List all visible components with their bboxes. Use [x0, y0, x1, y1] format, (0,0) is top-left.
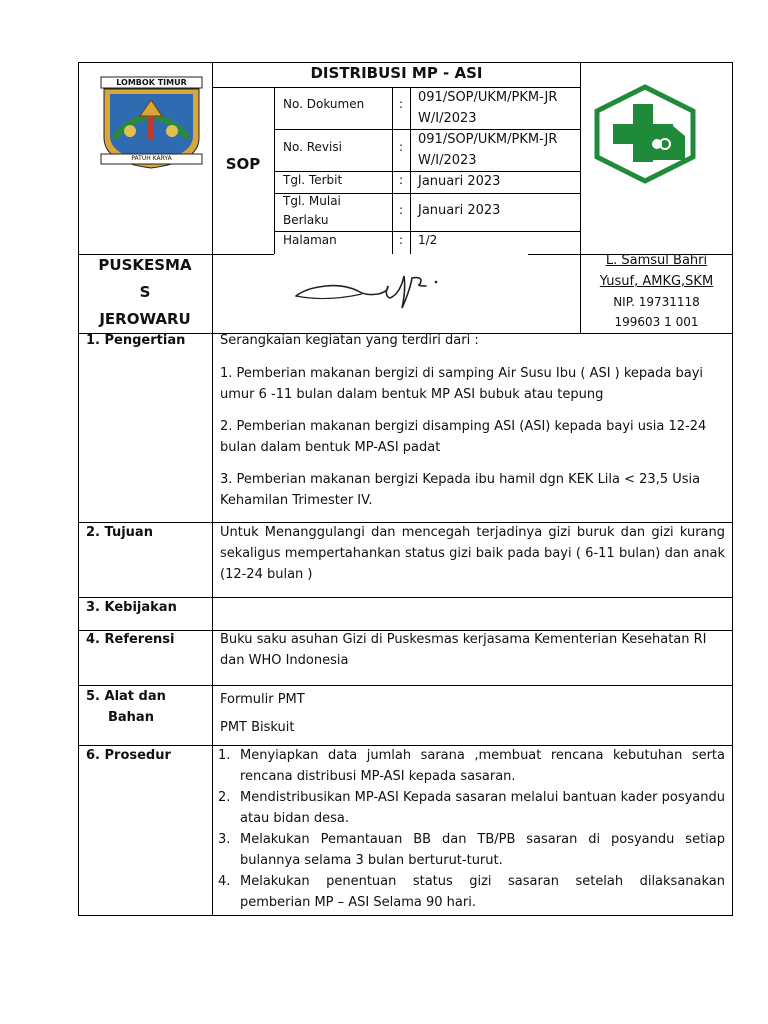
- field-label-no-revisi: No. Revisi: [283, 140, 342, 154]
- alat-label-line: Bahan: [108, 710, 154, 725]
- prosedur-item: [218, 829, 725, 871]
- institution-line: PUSKESMA: [98, 256, 192, 274]
- prosedur-num: 1.: [218, 748, 231, 763]
- nip-line: NIP. 19731118: [613, 295, 700, 309]
- prosedur-item: [218, 871, 725, 913]
- field-value-no-dokumen: 091/SOP/UKM/PKM-JRW/I/2023: [418, 90, 558, 126]
- signer-name-line: Yusuf, AMKG,SKM: [599, 274, 714, 289]
- prosedur-item: [218, 787, 725, 829]
- pengertian-item-3: 3. Pemberian makanan bergizi Kepada ibu hamil dgn KEK Lila < 23,5 Usia Kehamilan Trimester IV.: [220, 472, 701, 508]
- prosedur-num: 2.: [218, 790, 231, 805]
- field-value-no-revisi: 091/SOP/UKM/PKM-JRW/I/2023: [418, 132, 558, 168]
- signer-name: [580, 250, 733, 292]
- institution-name: [78, 252, 212, 333]
- field-colon: :: [399, 140, 404, 154]
- pengertian-item-1: 1. Pemberian makanan bergizi di samping Air Susu Ibu ( ASI ) kepada bayi umur 6 -11 bulan dalam bentuk MP ASI bubuk atau tepung: [220, 366, 704, 402]
- puskesmas-logo: [593, 84, 697, 184]
- prosedur-text: Melakukan penentuan status gizi sasaran setelah dilaksanakan pemberian MP – ASI Selama 90 hari.: [240, 874, 725, 910]
- field-label-tgl-terbit: Tgl. Terbit: [283, 173, 343, 187]
- field-label-tgl-mulai: Tgl. Mulai Berlaku: [283, 194, 341, 227]
- field-colon: :: [399, 97, 404, 111]
- section-label-pengertian: 1. Pengertian: [86, 333, 186, 348]
- institution-line: JEROWARU: [99, 310, 191, 328]
- field-colon: :: [399, 203, 404, 217]
- prosedur-text: Menyiapkan data jumlah sarana ,membuat rencana kebutuhan serta rencana distribusi MP-ASI kepada sasaran.: [240, 748, 725, 784]
- alat-item-2: PMT Biskuit: [220, 720, 295, 735]
- emblem-top-text: LOMBOK TIMUR: [116, 78, 187, 87]
- tujuan-text: Untuk Menanggulangi dan mencegah terjadinya gizi buruk dan gizi kurang sekaligus mempertahankan status gizi baik pada bayi ( 6-11 bulan) dan anak (12-24 bulan ): [220, 525, 725, 582]
- document-title: DISTRIBUSI MP - ASI: [310, 64, 483, 82]
- nip-line: 199603 1 001: [614, 315, 699, 329]
- prosedur-item: [218, 745, 725, 787]
- section-label-alat: [86, 686, 166, 728]
- field-colon: :: [399, 173, 404, 187]
- prosedur-num: 3.: [218, 832, 231, 847]
- alat-item-1: Formulir PMT: [220, 692, 305, 707]
- signer-nip: [580, 292, 733, 332]
- referensi-text: Buku saku asuhan Gizi di Puskesmas kerjasama Kementerian Kesehatan RI dan WHO Indonesia: [220, 632, 707, 668]
- sop-label: SOP: [225, 155, 261, 173]
- lombok-timur-emblem: [100, 76, 203, 170]
- emblem-bottom-text: PATUH KARYA: [131, 155, 172, 162]
- prosedur-text: Melakukan Pemantauan BB dan TB/PB sasaran di posyandu setiap bulannya selama 3 bulan berturut-turut.: [240, 832, 725, 868]
- pengertian-intro: Serangkaian kegiatan yang terdiri dari :: [220, 333, 479, 348]
- alat-label-line: 5. Alat dan: [86, 689, 166, 704]
- field-label-halaman: Halaman: [283, 233, 337, 247]
- field-value-tgl-mulai: Januari 2023: [418, 203, 501, 218]
- institution-line: S: [139, 283, 151, 301]
- pengertian-item-2: 2. Pemberian makanan bergizi disamping ASI (ASI) kepada bayi usia 12-24 bulan dalam bentuk MP-ASI padat: [220, 419, 707, 455]
- section-label-kebijakan: 3. Kebijakan: [86, 600, 177, 615]
- field-value-tgl-terbit: Januari 2023: [418, 174, 501, 189]
- prosedur-num: 4.: [218, 874, 231, 889]
- section-label-prosedur: 6. Prosedur: [86, 748, 171, 763]
- signer-name-line: L. Samsul Bahri: [605, 253, 708, 268]
- signature: [266, 256, 528, 324]
- field-colon: :: [399, 233, 404, 247]
- field-label-no-dokumen: No. Dokumen: [283, 97, 365, 111]
- section-label-referensi: 4. Referensi: [86, 632, 175, 647]
- prosedur-text: Mendistribusikan MP-ASI Kepada sasaran melalui bantuan kader posyandu atau bidan desa.: [240, 790, 725, 826]
- field-value-halaman: 1/2: [418, 233, 438, 247]
- section-label-tujuan: 2. Tujuan: [86, 525, 153, 540]
